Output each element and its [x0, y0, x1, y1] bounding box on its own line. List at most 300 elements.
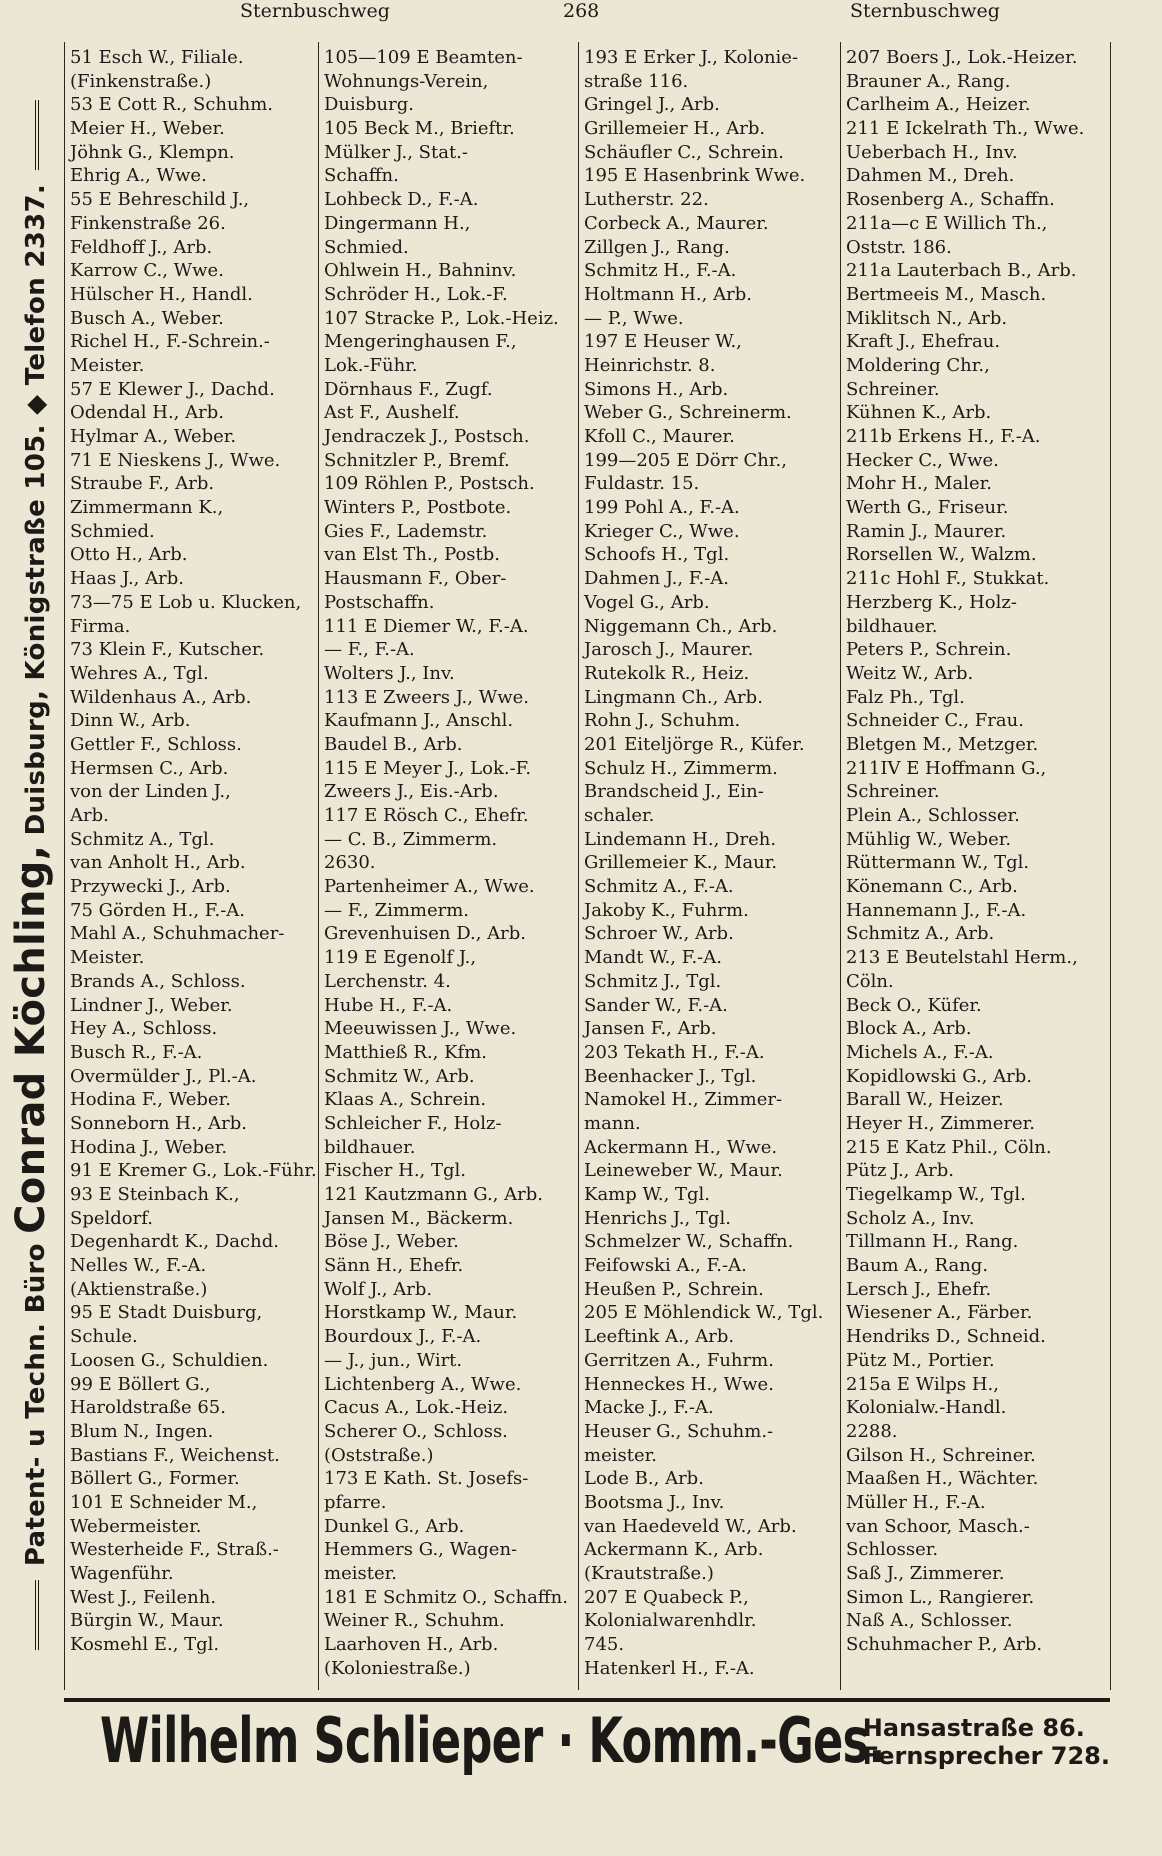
directory-entry-line: Tiegelkamp W., Tgl. [846, 1184, 1026, 1205]
sidebar-advertisement [0, 30, 62, 1720]
directory-entry-line: 55 E Behreschild J., [70, 189, 250, 211]
directory-entry-line: Bertmeeis M., Masch. [846, 283, 1047, 305]
directory-entry-line: 195 E Hasenbrink Wwe. [584, 165, 806, 187]
directory-entry-line: Lode B., Arb. [584, 1468, 704, 1490]
directory-entry-line: Pütz J., Arb. [846, 1160, 954, 1182]
directory-entry-line: Brauner A., Rang. [846, 70, 1011, 92]
directory-entry-line: Böse J., Weber. [324, 1231, 459, 1253]
directory-entry-line: Schmitz A., Arb. [846, 923, 995, 945]
directory-entry-line: Schulz H., Zimmerm. [584, 757, 778, 779]
directory-entry-line: Hannemann J., F.-A. [846, 899, 1027, 921]
directory-entry-line: bildhauer. [846, 615, 938, 637]
directory-entry-line: Wolf J., Arb. [324, 1278, 433, 1300]
directory-entry-line: 211a Lauterbach B., Arb. [846, 260, 1077, 282]
directory-entry-line: 115 E Meyer J., Lok.-F. [324, 757, 532, 779]
directory-entry-line: Dahmen J., F.-A. [584, 568, 729, 590]
directory-entry-line: Schroer W., Arb. [584, 923, 734, 945]
directory-entry-line: Nelles W., F.-A. [70, 1255, 207, 1277]
directory-entry-line: Scherer O., Schloss. [324, 1420, 508, 1442]
directory-entry-line: Hermsen C., Arb. [70, 757, 229, 779]
directory-entry-line: Mahl A., Schuhmacher- [70, 923, 285, 945]
directory-entry-line: — F., F.-A. [324, 639, 415, 661]
directory-entry-line: von der Linden J., [70, 781, 231, 803]
directory-entry-line: 109 Röhlen P., Postsch. [324, 473, 535, 495]
directory-entry-line: Loosen G., Schuldien. [70, 1349, 269, 1371]
directory-entry-line: Beck O., Küfer. [846, 994, 982, 1016]
directory-entry-line: Barall W., Heizer. [846, 1089, 1004, 1111]
directory-entry-line: Kolonialw.-Handl. [846, 1397, 1007, 1419]
column-rule [64, 42, 65, 1690]
directory-entry-line: van Schoor, Masch.- [846, 1515, 1030, 1537]
directory-entry-line: Blum N., Ingen. [70, 1420, 214, 1442]
directory-entry-line: 119 E Egenolf J., [324, 947, 477, 969]
directory-entry-line: Henneckes H., Wwe. [584, 1373, 774, 1395]
diamond-icon: ◆ [21, 385, 51, 415]
directory-entry-line: Klaas A., Schrein. [324, 1089, 487, 1111]
directory-entry-line: Herzberg K., Holz- [846, 591, 1017, 613]
directory-entry-line: Feldhoff J., Arb. [70, 236, 213, 258]
directory-entry-line: meister. [324, 1563, 397, 1584]
directory-entry-line: West J., Feilenh. [70, 1586, 217, 1608]
directory-entry-line: Schröder H., Lok.-F. [324, 283, 508, 305]
directory-column-2 [324, 46, 574, 1696]
directory-entry-line: pfarre. [324, 1491, 387, 1513]
directory-entry-line: Ackermann K., Arb. [584, 1539, 764, 1561]
directory-entry-line: 745. [584, 1634, 625, 1656]
directory-entry-line: Michels A., F.-A. [846, 1041, 994, 1063]
directory-entry-line: Hecker C., Wwe. [846, 449, 999, 471]
directory-entry-line: 105 Beck M., Brieftr. [324, 118, 515, 140]
directory-entry-line: Gilson H., Schreiner. [846, 1444, 1036, 1466]
directory-entry-line: Schmitz H., F.-A. [584, 260, 737, 282]
column-rule [1110, 42, 1111, 1690]
directory-entry-line: Müller H., F.-A. [846, 1491, 986, 1513]
directory-entry-line: Mülker J., Stat.- [324, 141, 468, 163]
directory-entry-line: Böllert G., Former. [70, 1468, 240, 1490]
directory-entry-line: Moldering Chr., [846, 354, 990, 376]
directory-entry-line: Fuldastr. 15. [584, 473, 700, 495]
directory-entry-line: Kühnen K., Arb. [846, 402, 992, 424]
directory-entry-line: Mandt W., F.-A. [584, 947, 722, 969]
directory-entry-line: (Koloniestraße.) [324, 1657, 471, 1679]
directory-entry-line: Tillmann H., Rang. [846, 1231, 1019, 1253]
directory-entry-line: Zweers J., Eis.-Arb. [324, 781, 499, 803]
footer-street: Hansastraße 86. [862, 1714, 1085, 1742]
directory-entry-line: Schmied. [324, 236, 409, 258]
directory-entry-line: Schmitz W., Arb. [324, 1065, 475, 1087]
footer-advertiser: Wilhelm Schlieper · Komm.-Ges. [100, 1704, 885, 1777]
double-rule [35, 100, 39, 170]
directory-entry-line: Heuser G., Schuhm.- [584, 1420, 774, 1442]
directory-entry-line: 107 Stracke P., Lok.-Heiz. [324, 307, 559, 329]
directory-entry-line: Zimmermann K., [70, 497, 224, 519]
directory-column-1 [70, 46, 315, 1696]
directory-entry-line: Wagenführ. [70, 1563, 174, 1584]
directory-entry-line: Kamp W., Tgl. [584, 1184, 711, 1205]
directory-entry-line: Lutherstr. 22. [584, 189, 709, 211]
directory-entry-line: Rorsellen W., Walzm. [846, 544, 1037, 566]
page-number: 268 [563, 0, 600, 22]
directory-entry-line: Przywecki J., Arb. [70, 876, 231, 898]
directory-entry-line: Gringel J., Arb. [584, 94, 720, 116]
directory-entry-line: Firma. [70, 615, 131, 637]
directory-entry-line: 51 Esch W., Filiale. [70, 47, 244, 68]
directory-entry-line: Matthieß R., Kfm. [324, 1041, 487, 1063]
directory-entry-line: Schmitz J., Tgl. [584, 970, 722, 992]
directory-entry-line: Lok.-Führ. [324, 354, 418, 376]
directory-entry-line: (Finkenstraße.) [70, 70, 212, 92]
directory-entry-line: Gettler F., Schloss. [70, 733, 242, 755]
directory-entry-line: Finkenstraße 26. [70, 212, 226, 234]
directory-entry-line: — J., jun., Wirt. [324, 1349, 463, 1371]
directory-entry-line: Hodina J., Weber. [70, 1136, 228, 1158]
directory-entry-line: Henrichs J., Tgl. [584, 1207, 731, 1229]
directory-entry-line: 111 E Diemer W., F.-A. [324, 615, 529, 637]
directory-entry-line: mann. [584, 1112, 641, 1134]
directory-entry-line: Leineweber W., Maur. [584, 1160, 783, 1182]
directory-entry-line: Busch R., F.-A. [70, 1041, 203, 1063]
directory-entry-line: Bourdoux J., F.-A. [324, 1326, 482, 1348]
directory-entry-line: Kaufmann J., Anschl. [324, 710, 514, 732]
directory-entry-line: Holtmann H., Arb. [584, 283, 752, 305]
directory-entry-line: 73—75 E Lob u. Klucken, [70, 591, 302, 613]
directory-entry-line: Rutekolk R., Heiz. [584, 662, 750, 684]
directory-entry-line: Meier H., Weber. [70, 118, 225, 140]
directory-entry-line: Werth G., Friseur. [846, 497, 1009, 519]
directory-entry-line: Saß J., Zimmerer. [846, 1563, 1005, 1584]
directory-entry-line: Brandscheid J., Ein- [584, 781, 764, 803]
directory-entry-line: Richel H., F.-Schrein.- [70, 331, 270, 353]
directory-entry-line: 53 E Cott R., Schuhm. [70, 94, 273, 116]
directory-entry-line: Schuhmacher P., Arb. [846, 1634, 1043, 1656]
page-header [80, 0, 1122, 22]
directory-entry-line: 121 Kautzmann G., Arb. [324, 1184, 544, 1205]
directory-entry-line: Grevenhuisen D., Arb. [324, 923, 526, 945]
directory-entry-line: Schmitz A., Tgl. [70, 828, 215, 850]
directory-entry-line: 215a E Wilps H., [846, 1373, 999, 1395]
directory-entry-line: Corbeck A., Maurer. [584, 212, 769, 234]
directory-entry-line: Weber G., Schreinerm. [584, 402, 792, 424]
directory-entry-line: Rüttermann W., Tgl. [846, 852, 1030, 874]
directory-entry-line: Carlheim A., Heizer. [846, 94, 1031, 116]
directory-entry-line: Simons H., Arb. [584, 378, 729, 400]
directory-entry-line: 213 E Beutelstahl Herm., [846, 947, 1078, 969]
directory-entry-line: 207 E Quabeck P., [584, 1586, 749, 1608]
directory-entry-line: Wolters J., Inv. [324, 662, 455, 684]
directory-column-3 [584, 46, 836, 1696]
directory-entry-line: Schaffn. [324, 165, 399, 187]
directory-entry-line: Meister. [70, 354, 145, 376]
column-rule [840, 42, 841, 1690]
directory-entry-line: Winters P., Postbote. [324, 497, 512, 519]
directory-entry-line: — C. B., Zimmerm. [324, 828, 498, 850]
directory-entry-line: Karrow C., Wwe. [70, 260, 224, 282]
directory-entry-line: straße 116. [584, 70, 689, 92]
directory-entry-line: Kosmehl E., Tgl. [70, 1634, 220, 1656]
directory-entry-line: Brands A., Schloss. [70, 970, 246, 992]
directory-entry-line: Meister. [70, 947, 145, 969]
directory-entry-line: 201 Eiteljörge R., Küfer. [584, 733, 805, 755]
directory-entry-line: Vogel G., Arb. [584, 591, 710, 613]
header-left: Sternbuschweg [240, 0, 390, 22]
directory-entry-line: Oststr. 186. [846, 236, 952, 258]
directory-entry-line: Feifowski A., F.-A. [584, 1255, 747, 1277]
directory-entry-line: Jansen F., Arb. [584, 1018, 717, 1040]
directory-entry-line: Schoofs H., Tgl. [584, 544, 730, 566]
directory-entry-line: Schmelzer W., Schaffn. [584, 1231, 794, 1253]
directory-entry-line: Fischer H., Tgl. [324, 1160, 467, 1182]
directory-entry-line: 75 Görden H., F.-A. [70, 899, 246, 921]
directory-entry-line: Scholz A., Inv. [846, 1207, 975, 1229]
directory-entry-line: 211b Erkens H., F.-A. [846, 426, 1041, 447]
directory-entry-line: Weitz W., Arb. [846, 662, 974, 684]
directory-entry-line: Mohr H., Maler. [846, 473, 992, 495]
directory-entry-line: Miklitsch N., Arb. [846, 307, 1008, 329]
directory-entry-line: 105—109 E Beamten- [324, 47, 523, 68]
directory-entry-line: Ehrig A., Wwe. [70, 165, 207, 187]
directory-entry-line: Schnitzler P., Bremf. [324, 449, 510, 471]
directory-entry-line: Kfoll C., Maurer. [584, 426, 735, 447]
directory-entry-line: Kraft J., Ehefrau. [846, 331, 1001, 353]
directory-entry-line: Dunkel G., Arb. [324, 1515, 465, 1537]
directory-entry-line: Simon L., Rangierer. [846, 1586, 1035, 1608]
directory-entry-line: 99 E Böllert G., [70, 1373, 211, 1395]
directory-entry-line: Heyer H., Zimmerer. [846, 1112, 1036, 1134]
directory-entry-line: Lingmann Ch., Arb. [584, 686, 763, 708]
directory-entry-line: 211 E Ickelrath Th., Wwe. [846, 118, 1085, 140]
directory-entry-line: Meeuwissen J., Wwe. [324, 1018, 517, 1040]
directory-entry-line: Bootsma J., Inv. [584, 1491, 725, 1513]
directory-entry-line: Hodina F., Weber. [70, 1089, 231, 1111]
directory-entry-line: Baum A., Rang. [846, 1255, 989, 1277]
directory-entry-line: 203 Tekath H., F.-A. [584, 1041, 765, 1063]
directory-entry-line: van Haedeveld W., Arb. [584, 1515, 797, 1537]
column-rule [578, 42, 579, 1690]
directory-entry-line: Rosenberg A., Schaffn. [846, 189, 1055, 211]
directory-entry-line: Cacus A., Lok.-Heiz. [324, 1397, 509, 1419]
directory-entry-line: Hatenkerl H., F.-A. [584, 1657, 755, 1679]
directory-entry-line: Lohbeck D., F.-A. [324, 189, 479, 211]
directory-entry-line: van Elst Th., Postb. [324, 544, 501, 566]
header-right: Sternbuschweg [850, 0, 1000, 22]
directory-entry-line: Plein A., Schlosser. [846, 805, 1020, 826]
double-rule [35, 1580, 39, 1650]
directory-entry-line: — P., Wwe. [584, 307, 684, 329]
directory-entry-line: Schmied. [70, 520, 155, 542]
directory-entry-line: Peters P., Schrein. [846, 639, 1012, 661]
directory-entry-line: Beenhacker J., Tgl. [584, 1065, 757, 1087]
directory-entry-line: Hausmann F., Ober- [324, 568, 507, 590]
directory-entry-line: 113 E Zweers J., Wwe. [324, 686, 529, 708]
directory-entry-line: Macke J., F.-A. [584, 1397, 714, 1419]
directory-entry-line: Jendraczek J., Postsch. [324, 426, 530, 447]
directory-entry-line: 199—205 E Dörr Chr., [584, 449, 787, 471]
directory-entry-line: 197 E Heuser W., [584, 331, 742, 353]
directory-entry-line: Schäufler C., Schrein. [584, 141, 784, 163]
directory-entry-line: van Anholt H., Arb. [70, 852, 246, 874]
directory-entry-line: Gies F., Lademstr. [324, 520, 488, 542]
directory-entry-line: Overmülder J., Pl.-A. [70, 1065, 257, 1087]
directory-entry-line: 2630. [324, 852, 376, 874]
sidebar-phone: Telefon 2337. [21, 183, 51, 386]
directory-entry-line: Niggemann Ch., Arb. [584, 615, 778, 637]
directory-entry-line: Mühlig W., Weber. [846, 828, 1012, 850]
directory-entry-line: (Krautstraße.) [584, 1563, 714, 1584]
directory-entry-line: 95 E Stadt Duisburg, [70, 1302, 263, 1324]
directory-entry-line: Namokel H., Zimmer- [584, 1089, 783, 1111]
directory-entry-line: Lindner J., Weber. [70, 994, 233, 1016]
directory-entry-line: Schmitz A., F.-A. [584, 876, 734, 898]
directory-entry-line: Ohlwein H., Bahninv. [324, 260, 517, 282]
directory-entry-line: Hemmers G., Wagen- [324, 1539, 518, 1561]
directory-entry-line: Wohnungs-Verein, [324, 70, 489, 92]
footer-advertisement [100, 1704, 1120, 1804]
directory-entry-line: Krieger C., Wwe. [584, 520, 740, 542]
directory-entry-line: Schreiner. [846, 378, 940, 400]
directory-entry-line: 173 E Kath. St. Josefs- [324, 1468, 529, 1490]
directory-entry-line: 2288. [846, 1420, 898, 1442]
directory-entry-line: Dörnhaus F., Zugf. [324, 378, 493, 400]
directory-entry-line: Block A., Arb. [846, 1018, 972, 1040]
footer-contact [863, 1714, 1110, 1770]
directory-entry-line: Kopidlowski G., Arb. [846, 1065, 1032, 1087]
directory-entry-line: Kolonialwarenhdlr. [584, 1610, 757, 1632]
directory-entry-line: Lersch J., Ehefr. [846, 1278, 992, 1300]
directory-entry-line: Lindemann H., Dreh. [584, 828, 777, 850]
directory-entry-line: Sonneborn H., Arb. [70, 1112, 247, 1134]
directory-entry-line: Duisburg. [324, 94, 414, 116]
directory-entry-line: (Aktienstraße.) [70, 1278, 208, 1300]
directory-entry-line: 57 E Klewer J., Dachd. [70, 378, 275, 400]
directory-entry-line: Partenheimer A., Wwe. [324, 876, 535, 898]
directory-entry-line: bildhauer. [324, 1136, 416, 1158]
directory-entry-line: Mengeringhausen F., [324, 331, 517, 353]
directory-entry-line: 73 Klein F., Kutscher. [70, 639, 265, 661]
directory-entry-line: 117 E Rösch C., Ehefr. [324, 805, 529, 826]
directory-entry-line: Ueberbach H., Inv. [846, 141, 1018, 163]
directory-entry-line: Heußen P., Schrein. [584, 1278, 764, 1300]
directory-entry-line: Könemann C., Arb. [846, 876, 1018, 898]
directory-entry-line: Ackermann H., Wwe. [584, 1136, 778, 1158]
directory-entry-line: Hube H., F.-A. [324, 994, 453, 1016]
directory-entry-line: Wildenhaus A., Arb. [70, 686, 252, 708]
directory-entry-line: Speldorf. [70, 1207, 153, 1229]
footer-phone: Fernsprecher 728. [862, 1742, 1110, 1770]
directory-entry-line: Schneider C., Frau. [846, 710, 1024, 732]
directory-entry-line: (Oststraße.) [324, 1444, 434, 1466]
directory-entry-line: Postschaffn. [324, 591, 435, 613]
directory-entry-line: Weiner R., Schuhm. [324, 1610, 505, 1632]
directory-entry-line: Jöhnk G., Klempn. [70, 141, 235, 163]
directory-entry-line: meister. [584, 1444, 657, 1466]
directory-entry-line: Grillemeier K., Maur. [584, 852, 778, 874]
directory-entry-line: Wehres A., Tgl. [70, 662, 209, 684]
directory-entry-line: 215 E Katz Phil., Cöln. [846, 1136, 1052, 1158]
directory-entry-line: Haroldstraße 65. [70, 1397, 226, 1419]
sidebar-name: Conrad Köchling, [8, 844, 54, 1234]
directory-entry-line: Heinrichstr. 8. [584, 354, 716, 376]
directory-entry-line: Schleicher F., Holz- [324, 1112, 502, 1134]
directory-entry-line: Westerheide F., Straß.- [70, 1539, 279, 1561]
directory-entry-line: Hylmar A., Weber. [70, 426, 237, 447]
footer-rule [64, 1698, 1110, 1702]
directory-entry-line: schaler. [584, 805, 655, 826]
directory-entry-line: 199 Pohl A., F.-A. [584, 497, 740, 519]
directory-entry-line: Odendal H., Arb. [70, 402, 224, 424]
directory-entry-line: Hendriks D., Schneid. [846, 1326, 1046, 1348]
directory-entry-line: Lichtenberg A., Wwe. [324, 1373, 522, 1395]
directory-entry-line: Jarosch J., Maurer. [584, 639, 754, 661]
directory-entry-line: Gerritzen A., Fuhrm. [584, 1349, 774, 1371]
directory-entry-line: Baudel B., Arb. [324, 733, 463, 755]
directory-entry-line: Dingermann H., [324, 212, 471, 234]
directory-entry-line: 211a—c E Willich Th., [846, 212, 1048, 234]
directory-entry-line: Sander W., F.-A. [584, 994, 728, 1016]
directory-entry-line: Pütz M., Portier. [846, 1349, 995, 1371]
directory-entry-line: Falz Ph., Tgl. [846, 686, 965, 708]
directory-entry-line: Sänn H., Ehefr. [324, 1255, 464, 1277]
directory-entry-line: Dahmen M., Dreh. [846, 165, 1015, 187]
directory-entry-line: Laarhoven H., Arb. [324, 1634, 499, 1656]
sidebar-company: Patent- u Techn. Büro [21, 1243, 51, 1567]
directory-entry-line: Schule. [70, 1326, 138, 1348]
directory-entry-line: 71 E Nieskens J., Wwe. [70, 449, 281, 471]
directory-entry-line: Horstkamp W., Maur. [324, 1302, 518, 1324]
directory-entry-line: Jansen M., Bäckerm. [324, 1207, 514, 1229]
directory-entry-line: 101 E Schneider M., [70, 1491, 258, 1513]
directory-entry-line: Busch A., Weber. [70, 307, 224, 329]
directory-entry-line: Rohn J., Schuhm. [584, 710, 741, 732]
directory-entry-line: Straube F., Arb. [70, 473, 215, 495]
directory-entry-line: 93 E Steinbach K., [70, 1184, 240, 1205]
directory-entry-line: 211c Hohl F., Stukkat. [846, 568, 1050, 590]
directory-entry-line: Schlosser. [846, 1539, 939, 1561]
directory-entry-line: Otto H., Arb. [70, 544, 188, 566]
directory-entry-line: Degenhardt K., Dachd. [70, 1231, 279, 1253]
directory-entry-line: Bastians F., Weichenst. [70, 1444, 280, 1466]
directory-entry-line: Ramin J., Maurer. [846, 520, 1007, 542]
directory-entry-line: Wiesener A., Färber. [846, 1302, 1033, 1324]
sidebar-address: Duisburg, Königstraße 105. [21, 424, 51, 836]
column-rule [318, 42, 319, 1690]
directory-entry-line: Bletgen M., Metzger. [846, 733, 1039, 755]
directory-entry-line: 211IV E Hoffmann G., [846, 757, 1047, 779]
directory-entry-line: Hey A., Schloss. [70, 1018, 218, 1040]
directory-entry-line: Naß A., Schlosser. [846, 1610, 1013, 1632]
directory-entry-line: Dinn W., Arb. [70, 710, 191, 732]
directory-entry-line: 193 E Erker J., Kolonie- [584, 47, 799, 68]
directory-entry-line: Schreiner. [846, 781, 940, 803]
directory-entry-line: Lerchenstr. 4. [324, 970, 451, 992]
sidebar-advert-text [8, 86, 54, 1664]
directory-entry-line: 207 Boers J., Lok.-Heizer. [846, 47, 1078, 68]
directory-entry-line: Bürgin W., Maur. [70, 1610, 224, 1632]
directory-entry-line: Cöln. [846, 970, 894, 992]
directory-entry-line: 91 E Kremer G., Lok.-Führ. [70, 1160, 317, 1182]
directory-entry-line: Ast F., Aushelf. [324, 402, 460, 424]
directory-entry-line: Hülscher H., Handl. [70, 283, 253, 305]
directory-entry-line: Jakoby K., Fuhrm. [584, 899, 749, 921]
directory-entry-line: Maaßen H., Wächter. [846, 1468, 1039, 1490]
directory-entry-line: — F., Zimmerm. [324, 899, 470, 921]
directory-entry-line: Grillemeier H., Arb. [584, 118, 766, 140]
directory-entry-line: Webermeister. [70, 1515, 202, 1537]
directory-column-4 [846, 46, 1108, 1696]
directory-entry-line: Arb. [70, 805, 109, 826]
directory-entry-line: 205 E Möhlendick W., Tgl. [584, 1302, 824, 1324]
directory-entry-line: Leeftink A., Arb. [584, 1326, 735, 1348]
directory-entry-line: 181 E Schmitz O., Schaffn. [324, 1586, 568, 1608]
